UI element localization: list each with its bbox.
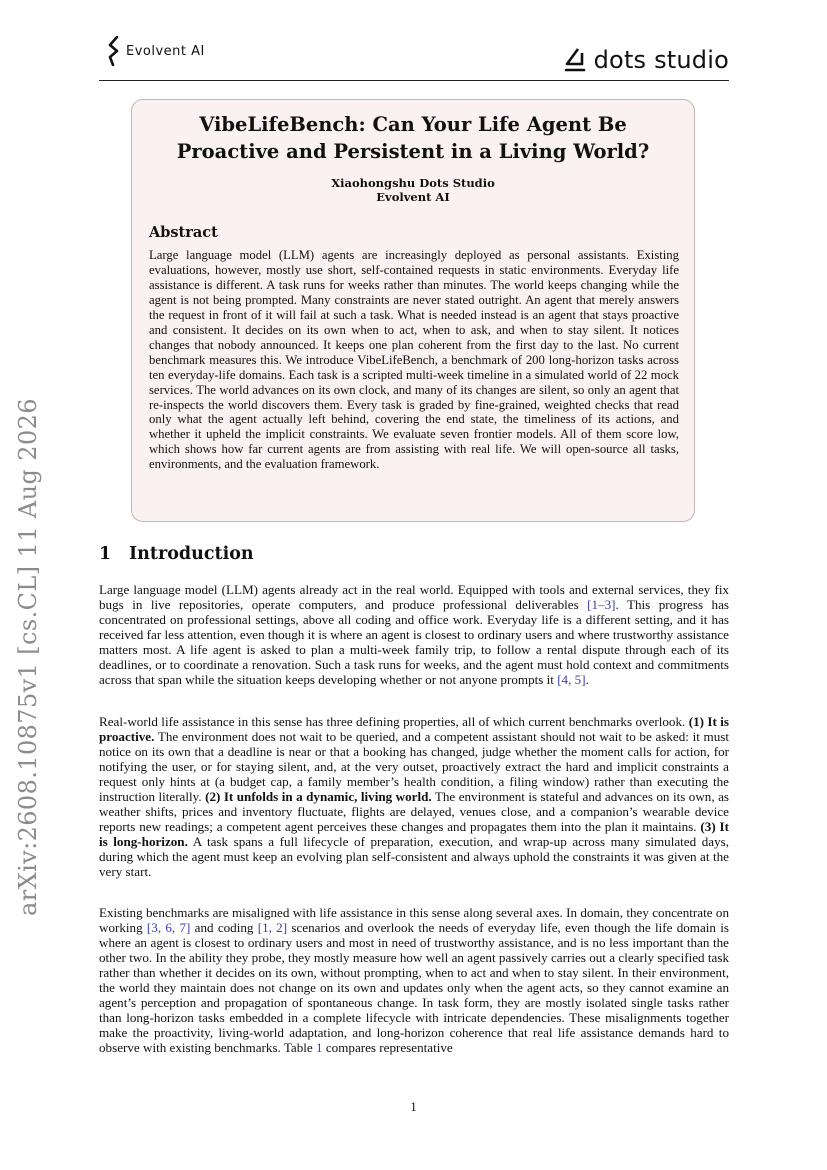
bold-property: (3) It is long-horizon. (99, 818, 730, 849)
table-reference-link[interactable]: 1 (316, 1039, 323, 1055)
dots-studio-logo-text: dots studio (593, 46, 729, 74)
paragraph-text: The environment is stateful and advances on its own, as weather shifts, prices and inventory fluctuate, flights are delayed, venues close, and a companion’s wearable device reports new readings; a competent agent perceives these changes and propagates them into the plan it maintains. (99, 788, 729, 834)
paper-title: VibeLifeBench: Can Your Life Agent Be Proactive and Persistent in a Living World? (176, 113, 650, 163)
author-list (132, 176, 694, 204)
intro-paragraph-2 (99, 715, 729, 879)
paragraph-text: A task spans a full lifecycle of preparation, execution, and wrap-up across many simulated days, during which the agent must keep an evolving plan self-consistent and always uphold the constraints it was given at the very start. (99, 833, 729, 879)
bold-property: (2) It unfolds in a dynamic, living world. (205, 788, 432, 804)
paragraph-text: Existing benchmarks are misaligned with life assistance in this sense along several axes. In domain, they concentrate on working (99, 905, 729, 935)
evolvent-logo-text: Evolvent AI (126, 43, 205, 59)
paragraph-text: scenarios and overlook the needs of everyday life, even though the life domain is where an agent is closest to ordinary users and most in need of trustworthy assistance, and is no less important than the other two. In the ability they probe, they mostly measure how well an agent passively carries out a clearly specified task rather than whether it decides on its own, without prompting, when to act and when to stay silent. In their environment, the world they maintain does not change on its own and updates only when the agent acts, so they cannot examine an agent’s perception and propagation of spontaneous change. In task form, they are mostly isolated single tasks rather than long-horizon tasks embedded in a complete lifecycle with intricate dependencies. These misalignments together make the proactivity, living-world adaptation, and long-horizon coherence that real life assistance demands hard to observe with existing benchmarks. Table (99, 919, 729, 1055)
section-title: Introduction (129, 544, 254, 564)
evolvent-logo (107, 36, 205, 66)
paragraph-text: . This progress has concentrated on professional settings, above all coding and office work. Everyday life is a different setting, and it has received far less attention, even though it is where an agent is closest to ordinary users and where trustworthy assistance matters most. A life agent is asked to plan a multi-week family trip, to follow a rental dispute through each of its deadlines, or to coordinate a renovation. Such a task runs for weeks, and the agent must hold context and commitments across that span while the situation keeps developing whether or not anyone prompts it (99, 596, 729, 687)
paragraph-text: Real-world life assistance in this sense has three defining properties, all of which current benchmarks overlook. (99, 714, 689, 729)
section-heading (99, 544, 254, 564)
citation-link[interactable]: [1, 2] (257, 919, 288, 935)
bold-property: (1) It is proactive. (99, 714, 729, 744)
paragraph-text: . (585, 671, 589, 687)
header-rule (99, 80, 729, 81)
intro-paragraph-1 (99, 583, 729, 688)
abstract-heading: Abstract (149, 224, 218, 241)
author-affiliation: Xiaohongshu Dots Studio (331, 176, 495, 190)
paragraph-text: and coding (190, 919, 258, 935)
abstract-text: Large language model (LLM) agents are increasingly deployed as personal assistants. Existing evaluations, however, mostly use short, self-contained requests in static environments. Everyday life assistance is different. A task runs for weeks rather than minutes. The world keeps changing while the agent is not being prompted. Many constraints are never stated outright. An agent that merely answers the request in front of it will fail at such a task. What is needed instead is an agent that stays proactive and consistent. It decides on its own when to act, when to ask, and when to stay silent. It notices changes that nobody announced. It keeps one plan coherent from the first day to the last. No current benchmark measures this. We introduce VibeLifeBench, a benchmark of 200 long-horizon tasks across ten everyday-life domains. Each task is a scripted multi-week timeline in a simulated world of 22 mock services. The world advances on its own clock, and many of its changes are silent, so only an agent that re-inspects the world discovers them. Every task is graded by fine-grained, weighted checks that read only what the agent actually left behind, covering the end state, the timeliness of its actions, and whether it upheld the implicit constraints. We evaluate seven frontier models. All of them score low, which shows how far current agents are from assisting with real life. We will open-source all tasks, environments, and the evaluation framework. (149, 248, 679, 472)
arxiv-stamp: arXiv:2608.10875v1 [cs.CL] 11 Aug 2026 (14, 398, 42, 916)
citation-link[interactable]: [1–3] (587, 596, 616, 612)
dots-studio-logo-icon (564, 47, 586, 73)
paragraph-text: The environment does not wait to be queried, and a competent assistant should not wait to be asked: it must notice on its own that a deadline is near or that a booking has changed, judge whether the moment calls for action, for notifying the user, or for staying silent, and, at the very outset, proactively extract the hard and implicit constraints a request only hints at (a budget cap, a family member’s health condition, a filing window) rather than executing the instruction literally. (99, 728, 729, 804)
citation-link[interactable]: [4, 5] (557, 671, 586, 687)
dots-studio-logo (564, 46, 729, 74)
section-number: 1 (99, 544, 112, 564)
intro-paragraph-3 (99, 906, 729, 1056)
paragraph-text: compares representative (322, 1039, 453, 1055)
paragraph-text: Large language model (LLM) agents already act in the real world. Equipped with tools and external services, they fix bugs in live repositories, operate computers, and produce professional deliverables (99, 582, 729, 612)
author-affiliation: Evolvent AI (376, 190, 450, 204)
citation-link[interactable]: [3, 6, 7] (146, 919, 191, 935)
abstract-box (131, 99, 695, 522)
page-header (99, 36, 729, 80)
evolvent-logo-icon (107, 36, 121, 66)
page-number: 1 (410, 1099, 417, 1114)
